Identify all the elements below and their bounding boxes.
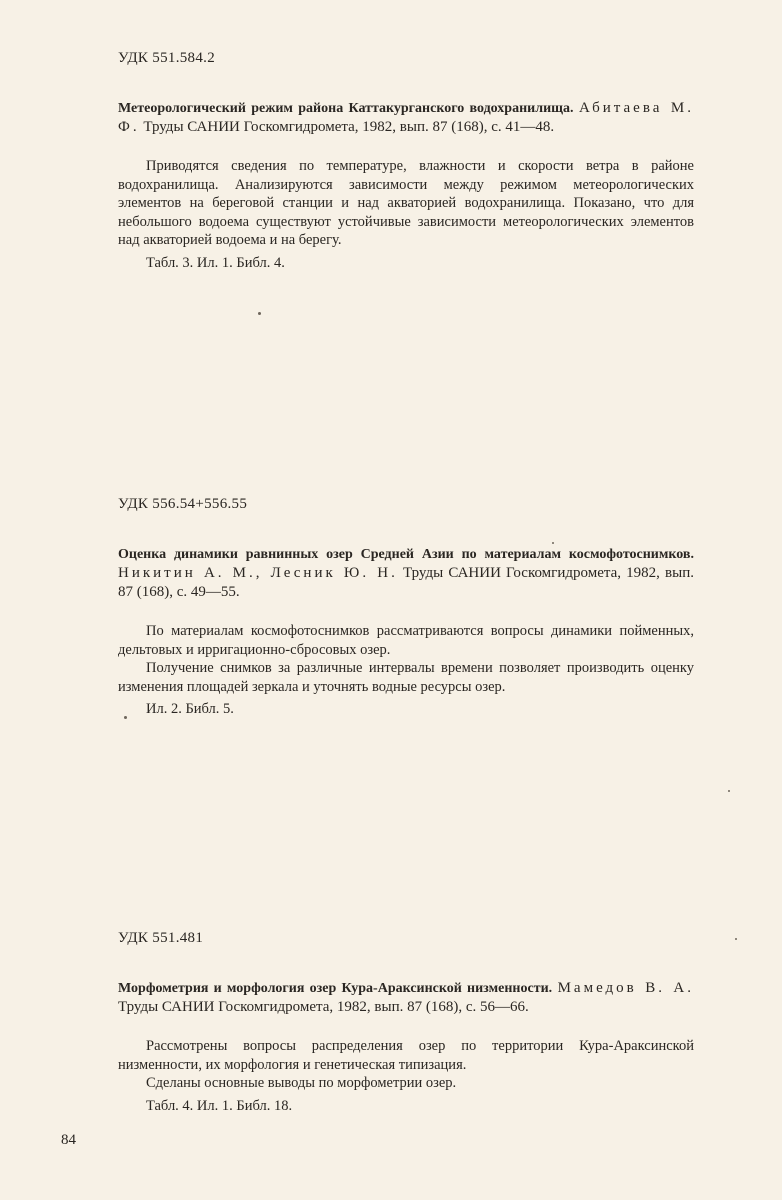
article-author: Абитаева М. Ф. [118, 100, 694, 135]
page-number: 84 [61, 1132, 76, 1148]
udc-code: УДК 551.481 [118, 930, 204, 946]
abstract-text [118, 1037, 694, 1093]
print-speck [124, 716, 127, 719]
abstract-text [118, 622, 694, 696]
abstract-paragraph: Рассмотрены вопросы распределения озер по территории Кура-Араксинской низменности, их морфология и генетическая типизация. [118, 1038, 694, 1073]
article-source: Труды САНИИ Госкомгидромета, 1982, вып. 87 (168), с. 49—55. [118, 565, 694, 600]
references-summary: Табл. 3. Ил. 1. Библ. 4. [146, 254, 285, 271]
abstract-text [118, 157, 694, 250]
udc-code: УДК 551.584.2 [118, 50, 215, 66]
print-speck [552, 542, 554, 544]
print-speck [728, 790, 730, 792]
article-title: Метеорологический режим района Каттакурганского водохранилища. [118, 101, 574, 116]
article-title: Морфометрия и морфология озер Кура-Араксинской низменности. [118, 981, 553, 996]
abstract-entry-3 [118, 930, 694, 1116]
print-speck [258, 312, 261, 315]
article-author: Никитин А. М., Лесник Ю. Н. [118, 565, 398, 581]
article-title: Оценка динамики равнинных озер Средней Азии по материалам космофотоснимков. [118, 547, 694, 562]
citation [118, 99, 694, 137]
udc-code: УДК 556.54+556.55 [118, 496, 248, 512]
abstract-paragraph: По материалам космофотоснимков рассматриваются вопросы динамики пойменных, дельтовых и ирригационно-сбросовых озер. [118, 623, 694, 658]
article-author: Мамедов В. А. [557, 980, 694, 996]
article-source: Труды САНИИ Госкомгидромета, 1982, вып. 87 (168), с. 56—66. [118, 999, 529, 1015]
abstract-entry-2 [118, 496, 694, 719]
references-summary: Ил. 2. Библ. 5. [146, 701, 234, 718]
article-source: Труды САНИИ Госкомгидромета, 1982, вып. 87 (168), с. 41—48. [143, 119, 555, 135]
references-summary: Табл. 4. Ил. 1. Библ. 18. [146, 1097, 293, 1114]
abstract-paragraph: Сделаны основные выводы по морфометрии озер. [146, 1075, 457, 1092]
abstract-paragraph: Приводятся сведения по температуре, влажности и скорости ветра в районе водохранилища. Анализируются зависимости между режимом метеорологических элементов на береговой станции и над акваторией водохранилища. Показано, что для небольшого водоема существуют устойчивые зависимости метеорологических элементов над акваторией водоема и на берегу. [118, 158, 694, 249]
abstract-paragraph: Получение снимков за различные интервалы времени позволяет производить оценку изменения площадей зеркала и уточнять водные ресурсы озер. [118, 660, 694, 695]
abstract-entry-1 [118, 50, 694, 273]
print-speck [735, 938, 737, 940]
citation [118, 545, 694, 602]
citation [118, 979, 694, 1017]
